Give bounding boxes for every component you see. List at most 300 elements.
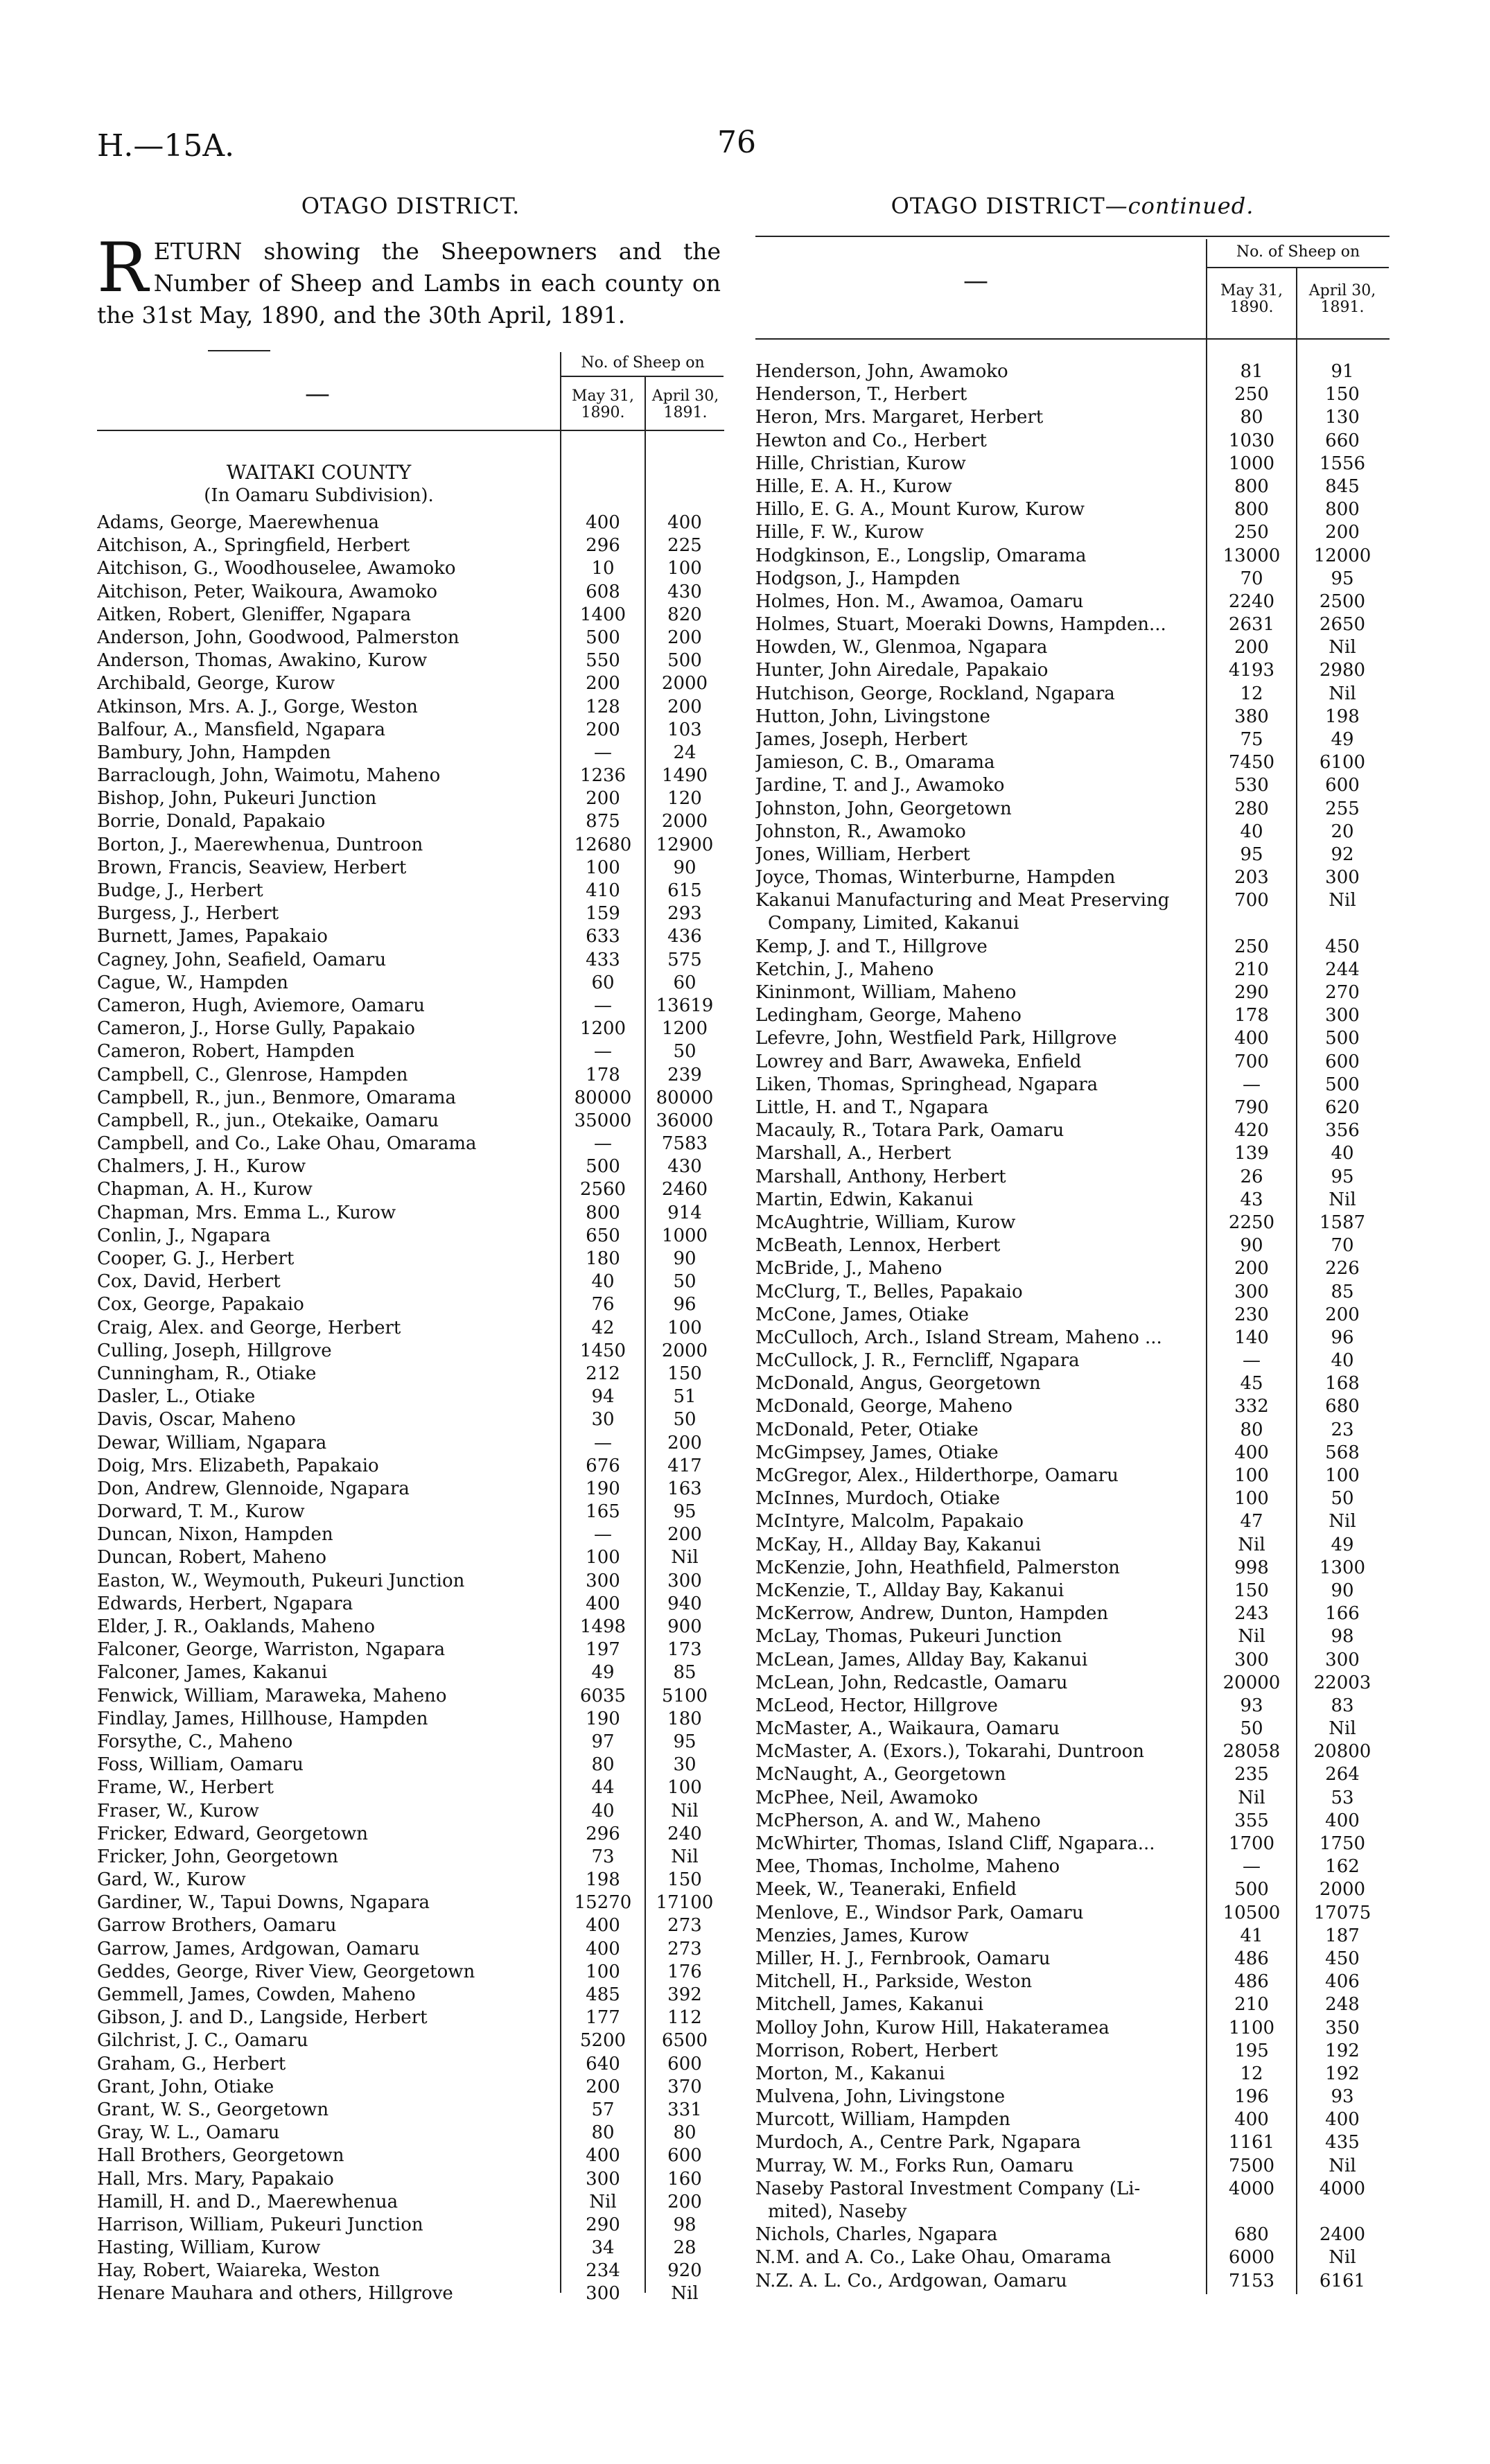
sheep-count-1891: 820: [667, 604, 702, 625]
section-subtitle: (In Oamaru Subdivision).: [204, 485, 434, 506]
sheep-count-1891: 6100: [1319, 752, 1366, 774]
sheep-count-1891: 680: [1325, 1396, 1360, 1417]
sheep-count-1891: 239: [667, 1064, 702, 1085]
sheepowner-name: Forsythe, C., Maheno: [97, 1731, 293, 1752]
table-row: [755, 2017, 1390, 2040]
rule: [755, 338, 1390, 340]
sheepowner-name: McLean, John, Redcastle, Oamaru: [755, 1672, 1068, 1693]
sheep-count-1890: 177: [586, 2007, 620, 2029]
sheep-count-1890: 230: [1234, 1304, 1269, 1325]
table-row: [755, 1212, 1390, 1234]
sheep-count-1890: 550: [586, 650, 620, 672]
sheep-count-1891: 920: [667, 2260, 702, 2282]
sheep-count-1891: 103: [667, 719, 702, 740]
table-row: [755, 1304, 1390, 1327]
sheep-count-1890: 530: [1234, 775, 1269, 796]
table-row: [97, 1800, 724, 1823]
sheep-count-1891: 12900: [656, 834, 714, 855]
sheep-count-1890: 290: [1234, 982, 1269, 1004]
sheep-count-1891: 248: [1325, 1994, 1360, 2016]
table-row: [97, 1293, 724, 1316]
sheep-count-1890: 4000: [1228, 2178, 1275, 2199]
sheepowner-name: Mee, Thomas, Incholme, Maheno: [755, 1856, 1060, 1878]
sheep-count-1890: 80: [591, 2122, 615, 2144]
sheep-count-1890: 81: [1240, 361, 1263, 382]
sheep-count-1891: 615: [667, 880, 702, 901]
sheep-count-1890: 196: [1234, 2086, 1269, 2108]
table-row: [755, 1833, 1390, 1855]
table-row: [97, 512, 724, 534]
table-row: [755, 475, 1390, 498]
table-row: [755, 1948, 1390, 1971]
table-row: [755, 1649, 1390, 1672]
sheep-count-1891: 2000: [1319, 1879, 1366, 1901]
sheep-count-1891: 130: [1325, 407, 1360, 428]
sheep-count-1890: 198: [586, 1869, 620, 1891]
table-row: [97, 1869, 724, 1891]
sheep-count-1890: 12: [1240, 2063, 1263, 2084]
table-row: [97, 2214, 724, 2237]
sheep-count-1891: 40: [1331, 1350, 1354, 1372]
sheep-count-1891: 95: [1331, 568, 1354, 589]
sheepowner-name: Little, H. and T., Ngapara: [755, 1097, 989, 1119]
sheepowner-name: Gard, W., Kurow: [97, 1869, 246, 1891]
table-row: [755, 959, 1390, 981]
table-row: [755, 1902, 1390, 1925]
sheepowner-name: Chalmers, J. H., Kurow: [97, 1156, 306, 1178]
sheep-count-1890: 243: [1234, 1603, 1269, 1625]
sheep-count-1890: 2560: [579, 1179, 626, 1200]
intro-paragraph: [97, 229, 721, 331]
sheepowner-name: Falconer, George, Warriston, Ngapara: [97, 1639, 446, 1661]
sheep-count-1890: 250: [1234, 522, 1269, 543]
sheep-count-1891: 406: [1325, 1971, 1360, 1993]
table-row: [755, 659, 1390, 682]
sheepowner-name: Johnston, R., Awamoko: [755, 821, 966, 842]
sheepowner-name: Borton, J., Maerewhenua, Duntroon: [97, 834, 423, 855]
sheepowner-name: McBeath, Lennox, Herbert: [755, 1235, 1001, 1257]
table-row: [97, 1846, 724, 1869]
sheep-count-1890: 180: [586, 1248, 620, 1269]
table-row: [97, 1478, 724, 1501]
sheepowner-name: Cox, David, Herbert: [97, 1271, 281, 1293]
sheep-count-1890: 70: [1240, 568, 1263, 589]
sheep-count-1891: 85: [673, 1662, 696, 1684]
sheep-count-1891: 6161: [1319, 2270, 1366, 2291]
sheepowner-name: Holmes, Hon. M., Awamoa, Oamaru: [755, 591, 1084, 612]
sheep-count-1890: 400: [1234, 2109, 1269, 2131]
sheep-count-1891: 150: [667, 1363, 702, 1384]
table-row: [755, 613, 1390, 636]
sheep-count-1891: 70: [1331, 1235, 1354, 1257]
sheep-count-1891: 226: [1325, 1258, 1360, 1279]
sheep-count-1890: 178: [1234, 1005, 1269, 1026]
sheep-count-1891: 225: [667, 535, 702, 557]
sheepowner-name: McClurg, T., Belles, Papakaio: [755, 1281, 1023, 1302]
table-row: [755, 430, 1390, 453]
sheep-count-1891: 436: [667, 926, 702, 947]
sheepowner-name: Ledingham, George, Maheno: [755, 1005, 1022, 1026]
sheep-count-1891: 50: [673, 1271, 696, 1293]
sheep-count-1890: 80: [1240, 407, 1263, 428]
sheep-count-1891: 200: [1325, 1304, 1360, 1325]
sheep-count-1891: 1490: [661, 765, 708, 787]
table-row: [97, 1754, 724, 1776]
table-row: [755, 1580, 1390, 1602]
sheep-count-1891: 100: [667, 1777, 702, 1799]
sheepowner-name: McDonald, Angus, Georgetown: [755, 1373, 1041, 1395]
table-row: [755, 1349, 1390, 1372]
table-row: [97, 1225, 724, 1248]
table-row: [755, 1027, 1390, 1050]
table-row: [97, 672, 724, 695]
sheep-count-1890: 296: [586, 1823, 620, 1844]
sheep-count-1891: 200: [667, 627, 702, 648]
sheep-count-1890: —: [594, 1524, 612, 1546]
sheep-count-1890: 40: [591, 1800, 615, 1821]
sheep-count-1890: 1100: [1228, 2017, 1275, 2038]
sheepowner-name: Hille, F. W., Kurow: [755, 522, 924, 543]
sheep-count-1890: 410: [586, 880, 620, 901]
sheepowner-name: McAughtrie, William, Kurow: [755, 1212, 1016, 1233]
table-row: [97, 787, 724, 810]
sheepowner-name: Burnett, James, Papakaio: [97, 926, 328, 947]
sheepowner-name: McKerrow, Andrew, Dunton, Hampden: [755, 1603, 1109, 1625]
sheep-count-1890: 60: [591, 972, 615, 993]
column-header-may-1890: May 31, 1890.: [1220, 282, 1283, 316]
sheep-count-1890: 400: [586, 1915, 620, 1937]
table-row: [755, 2270, 1390, 2293]
sheep-count-1891: 264: [1325, 1764, 1360, 1785]
table-row: [97, 2237, 724, 2260]
sheepowner-name: Anderson, John, Goodwood, Palmerston: [97, 627, 459, 648]
column-header-may-1890: May 31, 1890.: [571, 387, 635, 421]
sheepowner-name: Jamieson, C. B., Omarama: [755, 752, 995, 774]
sheep-count-1890: 680: [1234, 2224, 1269, 2246]
sheepowner-name: Brown, Francis, Seaview, Herbert: [97, 857, 407, 878]
sheep-count-1890: 190: [586, 1478, 620, 1499]
table-row: [755, 1442, 1390, 1465]
sheep-count-1890: 500: [586, 627, 620, 648]
sheepowner-name: Adams, George, Maerewhenua: [97, 512, 379, 533]
sheepowner-name: Frame, W., Herbert: [97, 1777, 274, 1799]
sheep-count-1891: 22003: [1313, 1672, 1371, 1693]
sheepowner-name: Don, Andrew, Glennoide, Ngapara: [97, 1478, 410, 1499]
sheep-count-1890: 800: [1234, 475, 1269, 497]
sheepowner-name: Mitchell, H., Parkside, Weston: [755, 1971, 1033, 1993]
sheep-count-1890: Nil: [589, 2191, 617, 2212]
table-row: [97, 1501, 724, 1523]
sheepowner-name: McMaster, A., Waikaura, Oamaru: [755, 1718, 1060, 1740]
sheep-count-1891: 417: [667, 1455, 702, 1476]
sheep-count-1891: 1200: [661, 1018, 708, 1040]
table-row: [97, 2122, 724, 2144]
sheep-count-1890: 486: [1234, 1948, 1269, 1969]
rule: [755, 236, 1390, 237]
sheep-count-1891: 600: [667, 2145, 702, 2167]
sheepowner-name: McInnes, Murdoch, Otiake: [755, 1488, 1000, 1510]
sheep-count-1890: 296: [586, 535, 620, 557]
sheep-count-1891: 95: [1331, 1166, 1354, 1187]
sheep-count-1891: 1300: [1319, 1557, 1366, 1578]
sheepowner-name: McKenzie, T., Allday Bay, Kakanui: [755, 1580, 1064, 1601]
sheep-count-1890: 50: [1240, 1718, 1263, 1740]
rule: [560, 376, 724, 377]
table-row: [755, 568, 1390, 591]
sheepowner-name: McLeod, Hector, Hillgrove: [755, 1695, 998, 1716]
table-row: [755, 498, 1390, 521]
sheepowner-name: Hewton and Co., Herbert: [755, 430, 987, 451]
sheepowner-name: McCullock, J. R., Ferncliff, Ngapara: [755, 1350, 1080, 1372]
rule: [208, 350, 270, 351]
sheep-count-1890: 165: [586, 1501, 620, 1523]
sheepowner-name: Cox, George, Papakaio: [97, 1294, 304, 1316]
sheep-count-1891: 273: [667, 1938, 702, 1959]
sheep-count-1891: 244: [1325, 959, 1360, 980]
sheepowner-name: Gray, W. L., Oamaru: [97, 2122, 280, 2144]
sheep-count-1890: 200: [586, 719, 620, 740]
sheepowner-name: Hutton, John, Livingstone: [755, 706, 990, 727]
table-row: [97, 1155, 724, 1178]
sheepowner-name: Hunter, John Airedale, Papakaio: [755, 660, 1049, 681]
sheep-count-1890: 800: [1234, 499, 1269, 521]
sheepowner-name: Fricker, John, Georgetown: [97, 1846, 339, 1867]
table-row: [755, 1257, 1390, 1280]
table-row: [755, 774, 1390, 797]
table-row: [755, 1878, 1390, 1901]
sheepowner-name: Conlin, J., Ngapara: [97, 1225, 271, 1246]
sheepowner-name: Cooper, G. J., Herbert: [97, 1248, 295, 1269]
sheep-count-1891: 300: [667, 1570, 702, 1591]
sheep-count-1890: —: [594, 1432, 612, 1453]
sheep-count-1891: 1587: [1319, 1212, 1366, 1233]
sheepowner-name: Gemmell, James, Cowden, Maheno: [97, 1984, 416, 2005]
sheep-count-1890: 150: [1234, 1580, 1269, 1601]
sheep-count-1891: 240: [667, 1823, 702, 1844]
sheep-count-1891: 2500: [1319, 591, 1366, 612]
table-row: [97, 1685, 724, 1708]
sheep-count-1891: 356: [1325, 1120, 1360, 1142]
sheep-count-1890: 300: [1234, 1649, 1269, 1670]
table-row: [97, 1616, 724, 1639]
sheep-count-1890: 1700: [1228, 1833, 1275, 1855]
table-row: [755, 636, 1390, 659]
sheep-count-1891: 168: [1325, 1373, 1360, 1395]
table-row: [755, 1096, 1390, 1119]
sheepowner-name: Henare Mauhara and others, Hillgrove: [97, 2283, 453, 2305]
sheep-count-1891: Nil: [1329, 1718, 1356, 1740]
table-row: [97, 1823, 724, 1846]
sheep-count-1891: 293: [667, 903, 702, 925]
right-table-rows: [755, 360, 1390, 2293]
sheepowner-name: Chapman, Mrs. Emma L., Kurow: [97, 1202, 396, 1223]
table-row: [97, 1731, 724, 1754]
sheepowner-name: Bishop, John, Pukeuri Junction: [97, 788, 377, 810]
sheepowner-name: Aitchison, A., Springfield, Herbert: [97, 535, 410, 557]
sheepowner-name: Liken, Thomas, Springhead, Ngapara: [755, 1074, 1098, 1095]
table-row: [97, 1363, 724, 1386]
sheep-count-1891: 13619: [656, 995, 714, 1016]
sheepowner-name-continued: Company, Limited, Kakanui: [768, 913, 1019, 934]
sheepowner-name: Grant, John, Otiake: [97, 2076, 274, 2097]
sheep-count-1890: 43: [1240, 1189, 1263, 1210]
sheep-count-1890: 197: [586, 1639, 620, 1661]
sheep-count-1890: 1498: [579, 1616, 626, 1637]
table-row: [755, 1925, 1390, 1948]
table-row: [755, 1787, 1390, 1810]
sheep-count-1891: 80: [673, 2122, 696, 2144]
sheep-count-1891: 98: [673, 2214, 696, 2235]
sheepowner-name: Johnston, John, Georgetown: [755, 798, 1012, 819]
header-dash: —: [305, 380, 330, 408]
table-row: [97, 627, 724, 649]
sheep-count-1891: 85: [1331, 1281, 1354, 1302]
sheep-count-1891: 4000: [1319, 2178, 1366, 2199]
table-row: [755, 1142, 1390, 1165]
sheep-count-1890: 400: [586, 2145, 620, 2167]
table-row: [97, 949, 724, 972]
column-header-april-1891: April 30, 1891.: [1308, 282, 1376, 316]
sheepowner-name: Mitchell, James, Kakanui: [755, 1994, 984, 2016]
sheepowner-name: Aitchison, Peter, Waikoura, Awamoko: [97, 581, 438, 602]
sheepowner-name: Hasting, William, Kurow: [97, 2237, 321, 2259]
sheep-count-1890: 100: [586, 1961, 620, 1982]
sheep-count-1890: 159: [586, 903, 620, 925]
section-title: WAITAKI COUNTY: [226, 461, 412, 484]
sheep-count-1890: 28058: [1222, 1741, 1281, 1763]
table-row: [97, 1040, 724, 1063]
table-row: [97, 857, 724, 880]
sheep-count-1890: —: [594, 1041, 612, 1063]
table-row: [755, 1557, 1390, 1580]
table-row: [97, 902, 724, 925]
sheep-count-1890: 128: [586, 696, 620, 717]
sheepowner-name: McNaught, A., Georgetown: [755, 1764, 1006, 1785]
sheepowner-name: Doig, Mrs. Elizabeth, Papakaio: [97, 1455, 379, 1476]
sheep-count-1890: 250: [1234, 384, 1269, 405]
sheep-count-1890: 280: [1234, 798, 1269, 819]
sheep-count-1891: 255: [1325, 798, 1360, 819]
table-row: [755, 1810, 1390, 1833]
sheep-count-1890: 210: [1234, 959, 1269, 980]
table-row: [97, 649, 724, 672]
sheepowner-name: Martin, Edwin, Kakanui: [755, 1189, 974, 1210]
sheep-count-1890: 178: [586, 1064, 620, 1085]
table-row: [755, 1763, 1390, 1786]
table-row: [97, 1087, 724, 1110]
sheep-count-1891: 200: [667, 1432, 702, 1453]
sheep-count-1890: Nil: [1238, 1787, 1265, 1808]
sheep-count-1891: 12000: [1313, 545, 1371, 566]
sheep-count-1891: 2000: [661, 811, 708, 832]
sheep-count-1891: 150: [667, 1869, 702, 1891]
sheep-count-1891: 500: [1325, 1028, 1360, 1049]
sheepowner-name: Burgess, J., Herbert: [97, 903, 279, 925]
sheep-count-1891: 180: [667, 1708, 702, 1729]
sheep-count-1891: 50: [673, 1041, 696, 1063]
sheep-count-1890: Nil: [1238, 1626, 1265, 1648]
table-row: [755, 981, 1390, 1004]
table-row: [755, 2108, 1390, 2131]
left-column-title: OTAGO DISTRICT.: [301, 193, 520, 219]
sheep-count-1890: 195: [1234, 2040, 1269, 2061]
table-row: [97, 1661, 724, 1684]
sheep-count-1890: 45: [1240, 1373, 1263, 1395]
sheepowner-name: Fricker, Edward, Georgetown: [97, 1823, 368, 1844]
sheep-count-1891: 350: [1325, 2017, 1360, 2038]
table-row: [97, 1639, 724, 1661]
table-row: [755, 521, 1390, 544]
sheep-count-1890: 95: [1240, 844, 1263, 865]
sheep-count-1890: 40: [591, 1271, 615, 1293]
table-row: [755, 1487, 1390, 1510]
table-row: [97, 581, 724, 604]
sheepowner-name: Meek, W., Teaneraki, Enfield: [755, 1879, 1017, 1901]
sheep-count-1891: Nil: [671, 1800, 699, 1821]
sheep-count-1891: 300: [1325, 1005, 1360, 1026]
sheep-count-1891: Nil: [1329, 2155, 1356, 2176]
sheep-count-1891: 20: [1331, 821, 1354, 842]
table-row: [755, 1993, 1390, 2016]
sheep-count-1890: 41: [1240, 1925, 1263, 1946]
table-row: [97, 1432, 724, 1455]
table-row: [755, 936, 1390, 959]
table-row: [755, 1740, 1390, 1763]
sheep-count-1891: 36000: [656, 1110, 714, 1131]
sheep-count-1891: 90: [1331, 1580, 1354, 1601]
table-row: [97, 972, 724, 995]
sheep-count-1890: 400: [1234, 1442, 1269, 1463]
right-column-title-main: OTAGO DISTRICT: [891, 193, 1105, 219]
table-row: [755, 2086, 1390, 2108]
sheepowner-name: Molloy John, Kurow Hill, Hakateramea: [755, 2017, 1110, 2038]
sheep-count-1891: 600: [1325, 775, 1360, 796]
table-row: [755, 889, 1390, 935]
sheep-count-1891: 392: [667, 1984, 702, 2005]
table-row: [97, 1064, 724, 1087]
table-row: [97, 1270, 724, 1293]
sheep-count-1890: 190: [586, 1708, 620, 1729]
sheepowner-name: McMaster, A. (Exors.), Tokarahi, Duntroon: [755, 1741, 1145, 1763]
sheep-count-1891: 120: [667, 788, 702, 810]
sheep-count-1890: 676: [586, 1455, 620, 1476]
table-row: [97, 534, 724, 557]
table-row: [97, 1110, 724, 1133]
table-row: [97, 2260, 724, 2282]
sheepowner-name: Hodgkinson, E., Longslip, Omarama: [755, 545, 1087, 566]
sheep-count-1891: 90: [673, 857, 696, 878]
sheep-count-1891: 200: [667, 696, 702, 717]
sheep-count-1891: 300: [1325, 1649, 1360, 1670]
sheep-count-1891: 40: [1331, 1143, 1354, 1164]
table-row: [755, 1625, 1390, 1648]
sheepowner-name: Naseby Pastoral Investment Company (Li-: [755, 2178, 1141, 2199]
sheepowner-name: N.Z. A. L. Co., Ardgowan, Oamaru: [755, 2270, 1067, 2291]
right-column-title: [755, 193, 1390, 219]
sheep-count-1890: 6000: [1228, 2247, 1275, 2269]
sheepowner-name: Hall Brothers, Georgetown: [97, 2145, 344, 2167]
sheepowner-name: Campbell, R., jun., Otekaike, Oamaru: [97, 1110, 439, 1131]
sheep-count-1890: 40: [1240, 821, 1263, 842]
table-row: [755, 406, 1390, 429]
sheep-count-1890: 94: [591, 1386, 615, 1408]
sheep-count-1891: 2980: [1319, 660, 1366, 681]
sheep-count-1890: 300: [1234, 1281, 1269, 1302]
table-row: [755, 683, 1390, 706]
sheep-count-1890: 200: [1234, 1258, 1269, 1279]
table-row: [97, 2099, 724, 2122]
sheepowner-name: Miller, H. J., Fernbrook, Oamaru: [755, 1948, 1051, 1969]
